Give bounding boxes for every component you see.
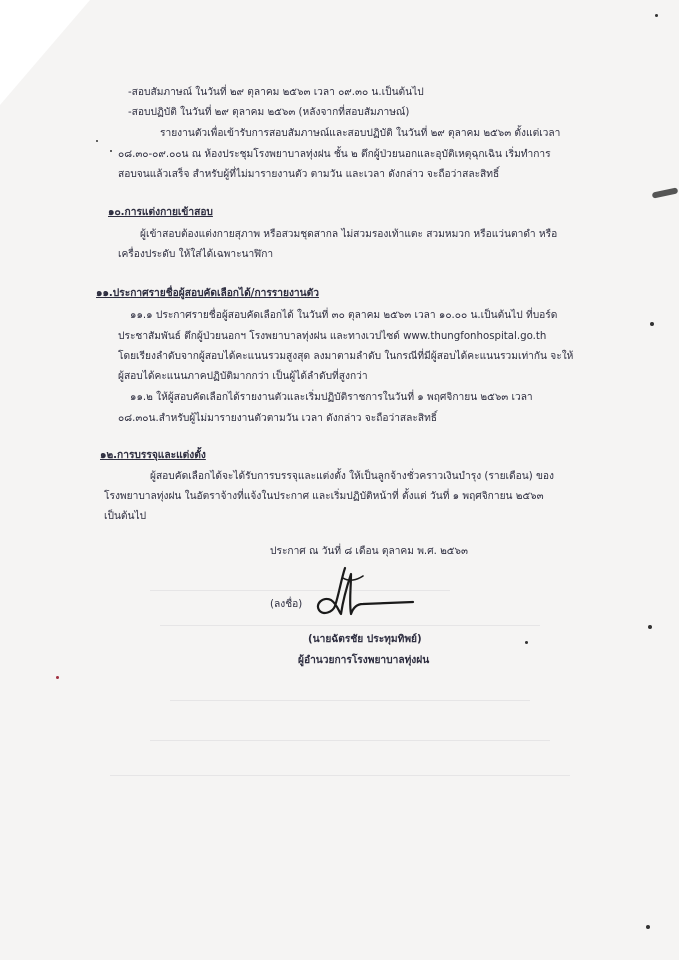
bleed-through-mark (150, 740, 550, 741)
report-paragraph-line2: ๐๘.๓๐-๐๙.๐๐น ณ ห้องประชุมโรงพยาบาลทุ่งฝน ชั้น ๒ ตึกผู้ป่วยนอกและอุบัติเหตุฉุกเฉิน เริ่มทำการ (118, 149, 551, 160)
scan-speck (110, 150, 112, 152)
page-corner-fold (0, 0, 90, 105)
section-11-line5: ๑๑.๒ ให้ผู้สอบคัดเลือกได้รายงานตัวและเริ่มปฏิบัติราชการในวันที่ ๑ พฤศจิกายน ๒๕๖๓ เวลา (130, 392, 533, 403)
section-11-line2: ประชาสัมพันธ์ ตึกผู้ป่วยนอกฯ โรงพยาบาลทุ่งฝน และทางเวปไซด์ www.thungfonhospital.go.th (118, 331, 547, 342)
bleed-through-mark (150, 590, 450, 591)
scan-speck (525, 641, 528, 644)
interview-schedule: -สอบสัมภาษณ์ ในวันที่ ๒๙ ตุลาคม ๒๕๖๓ เวลา ๐๙.๓๐ น.เป็นต้นไป (128, 87, 424, 98)
section-11-line4: ผู้สอบได้คะแนนภาคปฏิบัติมากกว่า เป็นผู้ได้ลำดับที่สูงกว่า (118, 371, 368, 382)
scan-speck (650, 322, 654, 326)
signer-title: ผู้อำนวยการโรงพยาบาลทุ่งฝน (298, 655, 430, 666)
scan-speck (56, 676, 59, 679)
section-10-line1: ผู้เข้าสอบต้องแต่งกายสุภาพ หรือสวมชุดสากล ไม่สวมรองเท้าแตะ สวมหมวก หรือแว่นตาดำ หรือ (140, 229, 558, 240)
sign-label: (ลงชื่อ) (270, 599, 303, 610)
scan-speck (655, 14, 658, 17)
section-11-line6: ๐๘.๓๐น.สำหรับผู้ไม่มารายงานตัวตามวัน เวลา ดังกล่าว จะถือว่าสละสิทธิ์ (118, 413, 438, 424)
section-11-heading: ๑๑.ประกาศรายชื่อผู้สอบคัดเลือกได้/การรายงานตัว (96, 288, 319, 299)
section-11-line3: โดยเรียงลำดับจากผู้สอบได้คะแนนรวมสูงสุด ลงมาตามลำดับ ในกรณีที่มีผู้สอบได้คะแนนรวมเท่ากัน จะให้ (118, 351, 574, 362)
scan-speck (96, 140, 98, 142)
scan-speck (646, 925, 650, 929)
report-paragraph-line3: สอบจนแล้วเสร็จ สำหรับผู้ที่ไม่มารายงานตัว ตามวัน และเวลา ดังกล่าว จะถือว่าสละสิทธิ์ (118, 169, 500, 180)
scan-speck (648, 625, 652, 629)
scan-smudge (652, 187, 679, 198)
bleed-through-mark (170, 700, 530, 701)
bleed-through-mark (110, 775, 570, 776)
bleed-through-mark (160, 625, 540, 626)
section-12-line3: เป็นต้นไป (104, 511, 147, 522)
section-12-line1: ผู้สอบคัดเลือกได้จะได้รับการบรรจุและแต่งตั้ง ให้เป็นลูกจ้างชั่วคราวเงินบำรุง (รายเดือน) ของ (150, 471, 554, 482)
announce-date: ประกาศ ณ วันที่ ๘ เดือน ตุลาคม พ.ศ. ๒๕๖๓ (270, 546, 468, 557)
signature-image (305, 560, 415, 630)
section-11-line1: ๑๑.๑ ประกาศรายชื่อผู้สอบคัดเลือกได้ ในวันที่ ๓๐ ตุลาคม ๒๕๖๓ เวลา ๑๐.๐๐ น.เป็นต้นไป ที่บอร์ด (130, 310, 558, 321)
signer-name: (นายฉัตรชัย ประทุมทิพย์) (308, 634, 422, 645)
section-12-line2: โรงพยาบาลทุ่งฝน ในอัตราจ้างที่แจ้งในประกาศ และเริ่มปฏิบัติหน้าที่ ตั้งแต่ วันที่ ๑ พฤศจิกายน ๒๕๖๓ (104, 491, 544, 502)
section-10-line2: เครื่องประดับ ให้ใส่ได้เฉพาะนาฬิกา (118, 249, 274, 260)
practical-schedule: -สอบปฏิบัติ ในวันที่ ๒๙ ตุลาคม ๒๕๖๓ (หลังจากที่สอบสัมภาษณ์) (128, 107, 410, 118)
section-10-heading: ๑๐.การแต่งกายเข้าสอบ (108, 207, 213, 218)
section-12-heading: ๑๒.การบรรจุและแต่งตั้ง (100, 450, 206, 461)
report-paragraph-line1: รายงานตัวเพื่อเข้ารับการสอบสัมภาษณ์และสอบปฏิบัติ ในวันที่ ๒๙ ตุลาคม ๒๕๖๓ ตั้งแต่เวลา (160, 128, 561, 139)
